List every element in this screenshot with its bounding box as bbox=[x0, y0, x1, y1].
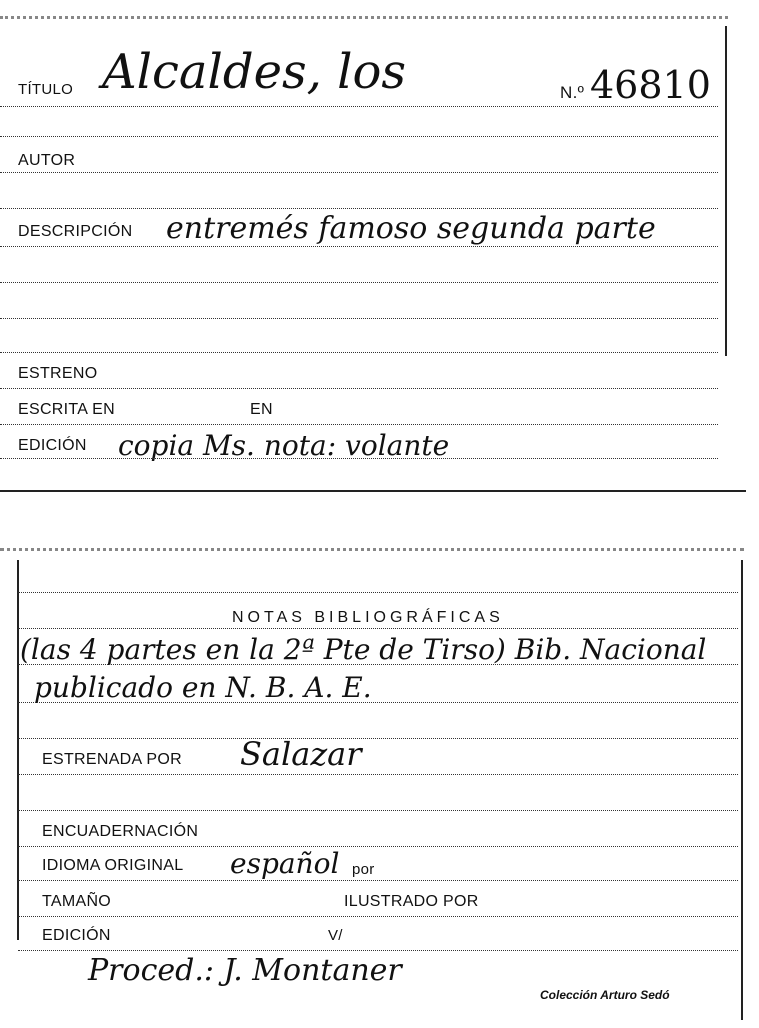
rule-9 bbox=[0, 388, 718, 389]
value-titulo: Alcaldes, los bbox=[102, 44, 407, 100]
rule-1 bbox=[0, 106, 718, 107]
rule-6 bbox=[0, 282, 718, 283]
rule-b9 bbox=[18, 880, 738, 881]
value-idioma-original: español bbox=[230, 847, 340, 880]
card-right-edge bbox=[725, 26, 727, 356]
rule-b4 bbox=[18, 702, 738, 703]
label-titulo: TÍTULO bbox=[18, 81, 74, 98]
rule-b5 bbox=[18, 738, 738, 739]
label-en: EN bbox=[250, 401, 273, 418]
rule-b3 bbox=[18, 664, 738, 665]
rule-5 bbox=[0, 246, 718, 247]
value-descripcion: entremés famoso segunda parte bbox=[166, 211, 656, 246]
label-estreno: ESTRENO bbox=[18, 365, 98, 382]
note-line-2: publicado en N. B. A. E. bbox=[34, 671, 372, 704]
label-edicion-top: EDICIÓN bbox=[18, 437, 87, 454]
label-encuadernacion: ENCUADERNACIÓN bbox=[42, 823, 199, 840]
scan-noise-top bbox=[0, 16, 728, 23]
rule-b11 bbox=[18, 950, 738, 951]
collection-stamp: Colección Arturo Sedó bbox=[540, 988, 670, 1002]
label-autor: AUTOR bbox=[18, 152, 76, 169]
rule-11 bbox=[0, 458, 718, 459]
heading-notas: NOTAS BIBLIOGRÁFICAS bbox=[232, 609, 504, 626]
label-descripcion: DESCRIPCIÓN bbox=[18, 223, 133, 240]
rule-b10 bbox=[18, 916, 738, 917]
label-escrita-en: ESCRITA EN bbox=[18, 401, 115, 418]
note-line-1: (las 4 partes en la 2ª Pte de Tirso) Bib. Nacional bbox=[20, 633, 707, 666]
rule-8 bbox=[0, 352, 718, 353]
card-divider bbox=[0, 490, 746, 492]
label-tamano: TAMAÑO bbox=[42, 893, 112, 910]
label-edicion-bottom: EDICIÓN bbox=[42, 927, 111, 944]
value-proced: Proced.: J. Montaner bbox=[88, 953, 402, 988]
rule-10 bbox=[0, 424, 718, 425]
rule-2 bbox=[0, 136, 718, 137]
rule-b8 bbox=[18, 846, 738, 847]
label-estrenada-por: ESTRENADA POR bbox=[42, 751, 182, 768]
label-idioma-original: IDIOMA ORIGINAL bbox=[42, 857, 184, 874]
scan-noise-bottom bbox=[0, 548, 744, 555]
label-v: V/ bbox=[328, 927, 343, 944]
rule-7 bbox=[0, 318, 718, 319]
value-edicion-top: copia Ms. nota: volante bbox=[118, 429, 450, 462]
rule-b6 bbox=[18, 774, 738, 775]
rule-b7 bbox=[18, 810, 738, 811]
card-left-edge bbox=[17, 560, 19, 940]
rule-4 bbox=[0, 208, 718, 209]
card-right-edge-bottom bbox=[741, 560, 743, 1020]
value-estrenada-por: Salazar bbox=[240, 735, 362, 773]
value-numero: 46810 bbox=[590, 63, 711, 107]
label-numero: N.º bbox=[560, 83, 585, 102]
label-por: por bbox=[352, 861, 375, 878]
rule-b2 bbox=[18, 628, 738, 629]
rule-3 bbox=[0, 172, 718, 173]
rule-b1 bbox=[18, 592, 738, 593]
label-ilustrado-por: ILUSTRADO POR bbox=[344, 893, 479, 910]
